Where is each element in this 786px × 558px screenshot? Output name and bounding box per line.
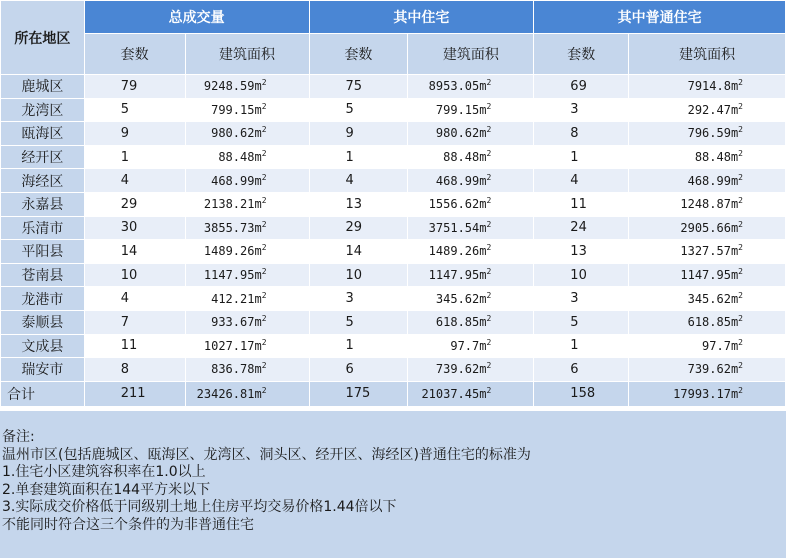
unit-superscript: 2 <box>261 314 267 324</box>
table-row <box>1 169 786 193</box>
area-cell <box>185 98 309 122</box>
region-cell: 经开区 <box>1 145 85 169</box>
area-cell <box>629 310 786 334</box>
area-cell <box>408 334 534 358</box>
area-value: 796.59m <box>687 126 739 141</box>
units-cell: 11 <box>534 192 629 216</box>
unit-superscript: 2 <box>486 172 492 182</box>
area-value: 1489.26m <box>203 244 262 259</box>
units-cell: 7 <box>84 310 185 334</box>
notes-panel <box>0 410 786 558</box>
notes-line: 温州市区(包括鹿城区、瓯海区、龙湾区、洞头区、经开区、海经区)普通住宅的标准为 <box>2 446 531 463</box>
subheader-area: 建筑面积 <box>408 34 534 75</box>
unit-superscript: 2 <box>261 78 267 88</box>
units-cell: 1 <box>309 145 408 169</box>
unit-superscript: 2 <box>261 385 267 395</box>
area-value: 980.62m <box>211 126 262 141</box>
area-cell <box>185 75 309 99</box>
unit-superscript: 2 <box>738 267 743 277</box>
table-row <box>1 358 786 382</box>
header-ordinary-residential: 其中普通住宅 <box>534 1 786 34</box>
units-cell: 5 <box>309 98 408 122</box>
area-value: 739.62m <box>687 362 739 377</box>
area-cell <box>408 98 534 122</box>
units-cell: 6 <box>309 358 408 382</box>
area-value: 9248.59m <box>203 79 262 94</box>
region-cell: 瓯海区 <box>1 122 85 146</box>
table-row <box>1 240 786 264</box>
area-cell <box>629 145 786 169</box>
area-value: 88.48m <box>443 150 487 165</box>
area-cell <box>408 381 534 406</box>
area-value: 88.48m <box>694 150 739 165</box>
unit-superscript: 2 <box>738 337 743 347</box>
area-cell <box>408 287 534 311</box>
unit-superscript: 2 <box>738 219 743 229</box>
region-cell: 龙港市 <box>1 287 85 311</box>
area-value: 1027.17m <box>203 338 262 353</box>
area-cell <box>185 122 309 146</box>
area-value: 1147.95m <box>203 268 262 283</box>
table-row <box>1 287 786 311</box>
area-cell <box>408 358 534 382</box>
unit-superscript: 2 <box>738 149 743 159</box>
units-cell: 14 <box>84 240 185 264</box>
area-value: 799.15m <box>435 102 487 117</box>
units-cell: 24 <box>534 216 629 240</box>
region-cell: 苍南县 <box>1 263 85 287</box>
table-row <box>1 75 786 99</box>
area-cell <box>185 310 309 334</box>
units-cell: 4 <box>84 169 185 193</box>
units-cell: 175 <box>309 381 408 406</box>
table-row <box>1 263 786 287</box>
unit-superscript: 2 <box>261 172 267 182</box>
unit-superscript: 2 <box>486 101 492 111</box>
unit-superscript: 2 <box>486 314 492 324</box>
area-value: 292.47m <box>687 102 739 117</box>
area-value: 1248.87m <box>680 197 739 212</box>
units-cell: 13 <box>534 240 629 264</box>
area-value: 799.15m <box>211 102 262 117</box>
area-cell <box>629 169 786 193</box>
units-cell: 5 <box>84 98 185 122</box>
units-cell: 8 <box>534 122 629 146</box>
units-cell: 4 <box>534 169 629 193</box>
units-cell: 29 <box>84 192 185 216</box>
region-cell: 海经区 <box>1 169 85 193</box>
units-cell: 29 <box>309 216 408 240</box>
area-cell <box>185 169 309 193</box>
area-cell <box>408 263 534 287</box>
units-cell: 9 <box>309 122 408 146</box>
units-cell: 10 <box>309 263 408 287</box>
unit-superscript: 2 <box>738 172 743 182</box>
area-cell <box>185 287 309 311</box>
units-cell: 30 <box>84 216 185 240</box>
table-row <box>1 334 786 358</box>
area-value: 1147.95m <box>680 268 739 283</box>
area-cell <box>408 75 534 99</box>
units-cell: 14 <box>309 240 408 264</box>
units-cell: 1 <box>84 145 185 169</box>
units-cell: 5 <box>534 310 629 334</box>
units-cell: 10 <box>84 263 185 287</box>
area-value: 7914.8m <box>687 79 739 94</box>
area-value: 97.7m <box>702 338 739 353</box>
region-cell: 龙湾区 <box>1 98 85 122</box>
unit-superscript: 2 <box>486 385 492 395</box>
units-cell: 6 <box>534 358 629 382</box>
table-row <box>1 145 786 169</box>
area-value: 618.85m <box>435 315 487 330</box>
area-cell <box>185 216 309 240</box>
units-cell: 158 <box>534 381 629 406</box>
unit-superscript: 2 <box>261 125 267 135</box>
header-residential: 其中住宅 <box>309 1 534 34</box>
area-cell <box>629 240 786 264</box>
area-cell <box>185 145 309 169</box>
unit-superscript: 2 <box>738 78 743 88</box>
area-value: 468.99m <box>435 173 487 188</box>
units-cell: 3 <box>309 287 408 311</box>
unit-superscript: 2 <box>486 78 492 88</box>
area-value: 1327.57m <box>680 244 739 259</box>
units-cell: 69 <box>534 75 629 99</box>
area-cell <box>185 381 309 406</box>
area-value: 2905.66m <box>680 220 739 235</box>
area-value: 345.62m <box>687 291 739 306</box>
area-cell <box>629 263 786 287</box>
area-value: 1489.26m <box>428 244 487 259</box>
units-cell: 3 <box>534 287 629 311</box>
area-cell <box>408 310 534 334</box>
total-row <box>1 381 786 406</box>
units-cell: 3 <box>534 98 629 122</box>
area-value: 468.99m <box>687 173 739 188</box>
units-cell: 4 <box>309 169 408 193</box>
unit-superscript: 2 <box>486 290 492 300</box>
unit-superscript: 2 <box>738 314 743 324</box>
area-cell <box>408 145 534 169</box>
area-value: 412.21m <box>211 291 262 306</box>
subheader-area: 建筑面积 <box>629 34 786 75</box>
unit-superscript: 2 <box>261 361 267 371</box>
area-value: 980.62m <box>435 126 487 141</box>
area-value: 21037.45m <box>421 386 487 401</box>
unit-superscript: 2 <box>486 337 492 347</box>
table-row <box>1 216 786 240</box>
table-row <box>1 98 786 122</box>
area-value: 345.62m <box>435 291 487 306</box>
area-value: 3855.73m <box>203 220 262 235</box>
region-cell: 平阳县 <box>1 240 85 264</box>
unit-superscript: 2 <box>261 219 267 229</box>
area-cell <box>185 240 309 264</box>
area-cell <box>629 192 786 216</box>
unit-superscript: 2 <box>486 125 492 135</box>
region-cell: 文成县 <box>1 334 85 358</box>
units-cell: 211 <box>84 381 185 406</box>
unit-superscript: 2 <box>486 219 492 229</box>
area-cell <box>629 122 786 146</box>
region-cell: 瑞安市 <box>1 358 85 382</box>
notes-line: 不能同时符合这三个条件的为非普通住宅 <box>2 516 254 533</box>
notes-line: 1.住宅小区建筑容积率在1.0以上 <box>2 464 206 480</box>
unit-superscript: 2 <box>486 149 492 159</box>
area-value: 836.78m <box>211 362 262 377</box>
units-cell: 1 <box>534 334 629 358</box>
unit-superscript: 2 <box>486 361 492 371</box>
area-value: 2138.21m <box>203 197 262 212</box>
table-body <box>1 75 786 407</box>
units-cell: 1 <box>309 334 408 358</box>
unit-superscript: 2 <box>486 267 492 277</box>
area-cell <box>629 98 786 122</box>
unit-superscript: 2 <box>738 290 743 300</box>
area-cell <box>408 192 534 216</box>
area-cell <box>185 358 309 382</box>
area-value: 17993.17m <box>673 386 739 401</box>
units-cell: 79 <box>84 75 185 99</box>
units-cell: 9 <box>84 122 185 146</box>
area-value: 3751.54m <box>428 220 487 235</box>
unit-superscript: 2 <box>486 243 492 253</box>
area-cell <box>629 358 786 382</box>
unit-superscript: 2 <box>738 385 743 395</box>
unit-superscript: 2 <box>261 101 267 111</box>
notes-title: 备注: <box>2 429 35 445</box>
area-value: 1556.62m <box>428 197 487 212</box>
region-cell: 鹿城区 <box>1 75 85 99</box>
unit-superscript: 2 <box>738 125 743 135</box>
area-cell <box>408 240 534 264</box>
area-cell <box>408 169 534 193</box>
units-cell: 8 <box>84 358 185 382</box>
notes-line: 3.实际成交价格低于同级别土地上住房平均交易价格1.44倍以下 <box>2 499 397 515</box>
area-value: 8953.05m <box>428 79 487 94</box>
unit-superscript: 2 <box>738 196 743 206</box>
area-cell <box>185 334 309 358</box>
area-cell <box>408 216 534 240</box>
area-value: 88.48m <box>218 150 262 165</box>
subheader-units: 套数 <box>309 34 408 75</box>
unit-superscript: 2 <box>738 361 743 371</box>
region-cell: 永嘉县 <box>1 192 85 216</box>
area-value: 468.99m <box>211 173 262 188</box>
area-value: 97.7m <box>450 338 487 353</box>
area-cell <box>185 192 309 216</box>
notes-line: 2.单套建筑面积在144平方米以下 <box>2 481 211 498</box>
header-region: 所在地区 <box>1 1 85 75</box>
header-total-volume: 总成交量 <box>84 1 309 34</box>
unit-superscript: 2 <box>261 196 267 206</box>
unit-superscript: 2 <box>261 243 267 253</box>
units-cell: 11 <box>84 334 185 358</box>
region-cell: 乐清市 <box>1 216 85 240</box>
units-cell: 13 <box>309 192 408 216</box>
unit-superscript: 2 <box>486 196 492 206</box>
unit-superscript: 2 <box>261 267 267 277</box>
unit-superscript: 2 <box>261 337 267 347</box>
subheader-area: 建筑面积 <box>185 34 309 75</box>
units-cell: 10 <box>534 263 629 287</box>
table-row <box>1 192 786 216</box>
area-cell <box>629 334 786 358</box>
area-value: 739.62m <box>435 362 487 377</box>
unit-superscript: 2 <box>261 149 267 159</box>
area-cell <box>629 381 786 406</box>
region-cell: 合计 <box>1 381 85 406</box>
area-value: 933.67m <box>211 315 262 330</box>
units-cell: 75 <box>309 75 408 99</box>
area-cell <box>629 287 786 311</box>
area-cell <box>629 216 786 240</box>
region-cell: 泰顺县 <box>1 310 85 334</box>
area-value: 618.85m <box>687 315 739 330</box>
area-value: 23426.81m <box>196 386 262 401</box>
subheader-units: 套数 <box>84 34 185 75</box>
area-cell <box>408 122 534 146</box>
table-row <box>1 310 786 334</box>
area-cell <box>629 75 786 99</box>
unit-superscript: 2 <box>738 243 743 253</box>
unit-superscript: 2 <box>738 101 743 111</box>
table-row <box>1 122 786 146</box>
units-cell: 4 <box>84 287 185 311</box>
units-cell: 5 <box>309 310 408 334</box>
area-value: 1147.95m <box>428 268 487 283</box>
unit-superscript: 2 <box>261 290 267 300</box>
subheader-units: 套数 <box>534 34 629 75</box>
area-cell <box>185 263 309 287</box>
units-cell: 1 <box>534 145 629 169</box>
